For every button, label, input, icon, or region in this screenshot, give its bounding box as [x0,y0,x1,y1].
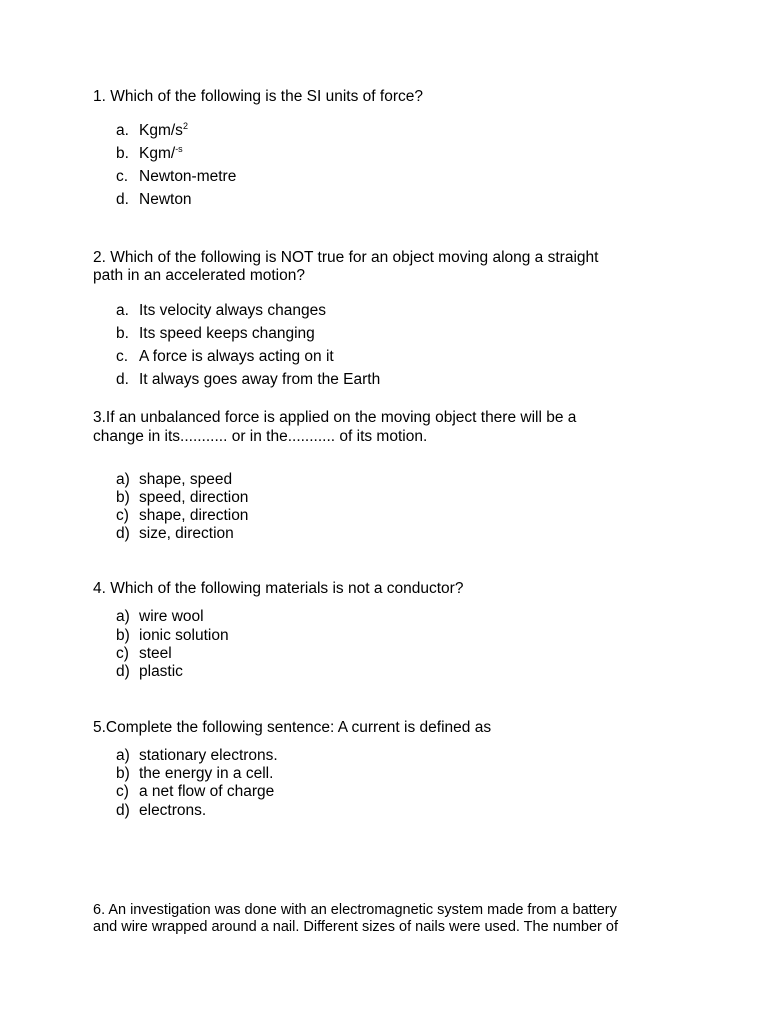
option-text: Its speed keeps changing [139,325,315,342]
question-1-text: 1. Which of the following is the SI units of force? [93,88,423,105]
option-label: b. [116,145,129,162]
question-6-text-line-2: and wire wrapped around a nail. Different sizes of nails were used. The number of [93,919,618,935]
option-text: speed, direction [139,489,249,506]
option-text: a net flow of charge [139,783,275,800]
question-2-option-d [116,371,380,389]
option-label: c) [116,507,129,524]
option-label: d. [116,371,129,388]
option-label: d) [116,525,130,542]
option-text: plastic [139,663,183,680]
question-1-option-b [116,145,183,163]
option-label: a) [116,471,130,488]
option-label: d) [116,663,130,680]
question-4-text: 4. Which of the following materials is not a conductor? [93,580,464,597]
option-label: b) [116,489,130,506]
option-label: c) [116,645,129,662]
question-3-text-line-2: change in its........... or in the........... of its motion. [93,428,428,445]
option-label: b) [116,627,130,644]
option-text: steel [139,645,172,662]
question-5-option-b [116,765,273,783]
option-label: c. [116,168,129,185]
option-text: wire wool [139,608,204,625]
option-label: c) [116,783,129,800]
option-text: electrons. [139,802,207,819]
option-superscript: -s [175,144,183,154]
question-2-text-line-2: path in an accelerated motion? [93,267,305,284]
option-label: c. [116,348,129,365]
option-text: Newton-metre [139,168,237,185]
option-text: Kgm/s [139,122,183,139]
option-label: a) [116,608,130,625]
option-text: the energy in a cell. [139,765,274,782]
option-label: a. [116,122,129,139]
question-3-option-d [116,525,234,543]
option-label: a. [116,302,129,319]
question-2-text-line-1: 2. Which of the following is NOT true for an object moving along a straight [93,249,599,266]
question-6-text-line-1: 6. An investigation was done with an electromagnetic system made from a battery [93,902,617,918]
question-5-option-d [116,802,206,820]
question-3-text-line-1: 3.If an unbalanced force is applied on the moving object there will be a [93,409,577,426]
option-text: ionic solution [139,627,229,644]
option-label: a) [116,747,130,764]
question-1-option-d [116,191,192,209]
question-5-option-c [116,783,274,801]
option-label: b. [116,325,129,342]
option-superscript: 2 [182,121,188,131]
question-1-option-c [116,168,236,186]
question-4-option-b [116,627,229,645]
question-2-option-b [116,325,315,343]
question-2-option-a [116,302,326,320]
option-text: size, direction [139,525,234,542]
option-text: It always goes away from the Earth [139,371,381,388]
option-text: Kgm/ [139,145,176,162]
option-text: shape, speed [139,471,233,488]
option-text: stationary electrons. [139,747,278,764]
option-text: Its velocity always changes [139,302,326,319]
question-3-option-b [116,489,248,507]
question-3-option-a [116,471,232,489]
question-3-option-c [116,507,248,525]
question-4-option-a [116,608,204,626]
question-1-option-a [116,122,188,140]
option-text: shape, direction [139,507,249,524]
question-2-option-c [116,348,334,366]
option-label: d. [116,191,129,208]
option-label: d) [116,802,130,819]
question-5-option-a [116,747,278,765]
question-4-option-c [116,645,172,663]
option-text: A force is always acting on it [139,348,334,365]
question-5-text: 5.Complete the following sentence: A current is defined as [93,719,492,736]
option-text: Newton [139,191,192,208]
option-label: b) [116,765,130,782]
question-4-option-d [116,663,183,681]
